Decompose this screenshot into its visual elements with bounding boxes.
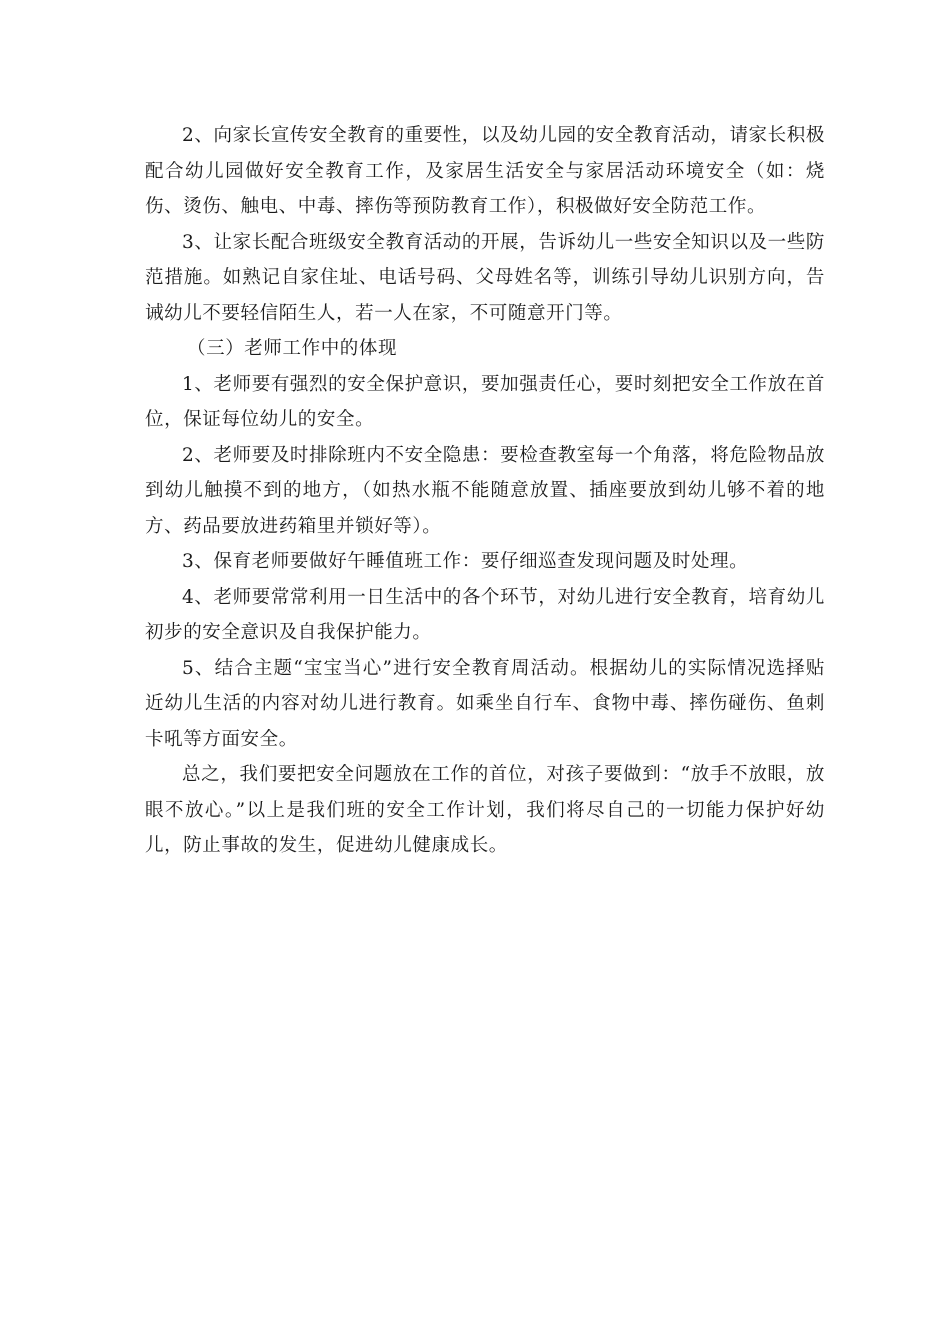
teacher-item-5: 5、结合主题“宝宝当心”进行安全教育周活动。根据幼儿的实际情况选择贴近幼儿生活的内容对幼儿进行教育。如乘坐自行车、食物中毒、摔伤碰伤、鱼刺卡吼等方面安全。 [145, 657, 825, 750]
teacher-item-2: 2、老师要及时排除班内不安全隐患：要检查教室每一个角落，将危险物品放到幼儿触摸不到的地方，（如热水瓶不能随意放置、插座要放到幼儿够不着的地方、药品要放进药箱里并锁好等）。 [145, 444, 825, 537]
teacher-item-3: 3、保育老师要做好午睡值班工作：要仔细巡查发现问题及时处理。 [182, 551, 749, 572]
teacher-item-4: 4、老师要常常利用一日生活中的各个环节，对幼儿进行安全教育，培育幼儿初步的安全意识及自我保护能力。 [145, 586, 825, 643]
paragraph-parent-cooperation: 3、让家长配合班级安全教育活动的开展，告诉幼儿一些安全知识以及一些防范措施。如熟记自家住址、电话号码、父母姓名等，训练引导幼儿识别方向，告诫幼儿不要轻信陌生人，若一人在家，不可随意开门等。 [145, 231, 825, 324]
conclusion-paragraph: 总之，我们要把安全问题放在工作的首位，对孩子要做到：“放手不放眼，放眼不放心。”以上是我们班的安全工作计划，我们将尽自己的一切能力保护好幼儿，防止事故的发生，促进幼儿健康成长。 [145, 764, 825, 856]
teacher-item-1: 1、老师要有强烈的安全保护意识，要加强责任心，要时刻把安全工作放在首位，保证每位幼儿的安全。 [145, 373, 825, 430]
document-body [145, 118, 825, 864]
paragraph-parent-publicity: 2、向家长宣传安全教育的重要性，以及幼儿园的安全教育活动，请家长积极配合幼儿园做好安全教育工作，及家居生活安全与家居活动环境安全（如：烧伤、烫伤、触电、中毒、摔伤等预防教育工作），积极做好安全防范工作。 [145, 125, 825, 217]
section-heading: （三）老师工作中的体现 [187, 338, 398, 359]
